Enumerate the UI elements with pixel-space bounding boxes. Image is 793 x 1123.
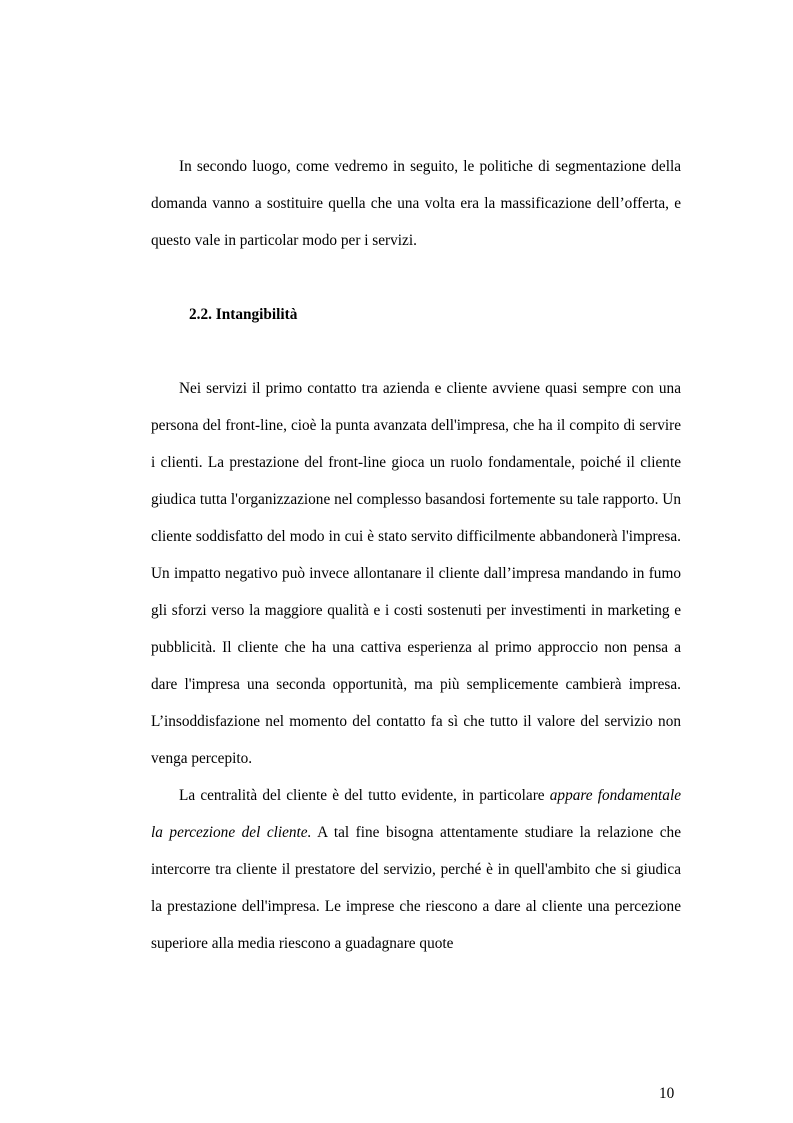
paragraph-centralita-end: A tal fine bisogna attentamente studiare la relazione che intercorre tra cliente il prestatore del servizio, perché è in quell'ambito che si giudica la prestazione dell'impresa. Le imprese che riescono a dare al cliente una percezione superiore alla media riescono a guadagnare quote <box>151 824 681 952</box>
page-number: 10 <box>659 1085 675 1102</box>
paragraph-centralita <box>151 777 681 962</box>
paragraph-centralita-emphasis: appare fondamentale la percezione del cliente. <box>151 787 681 841</box>
paragraph-centralita-start: La centralità del cliente è del tutto evidente, in particolare <box>179 787 550 804</box>
section-heading: 2.2. Intangibilità <box>189 306 298 323</box>
paragraph-intro: In secondo luogo, come vedremo in seguito, le politiche di segmentazione della domanda vanno a sostituire quella che una volta era la massificazione dell’offerta, e questo vale in particolar modo per i servizi. <box>151 158 681 249</box>
page-body <box>151 148 681 962</box>
paragraph-front-line: Nei servizi il primo contatto tra azienda e cliente avviene quasi sempre con una persona del front-line, cioè la punta avanzata dell'impresa, che ha il compito di servire i clienti. La prestazione del front-line gioca un ruolo fondamentale, poiché il cliente giudica tutta l'organizzazione nel complesso basandosi fortemente su tale rapporto. Un cliente soddisfatto del modo in cui è stato servito difficilmente abbandonerà l'impresa. Un impatto negativo può invece allontanare il cliente dall’impresa mandando in fumo gli sforzi verso la maggiore qualità e i costi sostenuti per investimenti in marketing e pubblicità. Il cliente che ha una cattiva esperienza al primo approccio non pensa a dare l'impresa una seconda opportunità, ma più semplicemente cambierà impresa. L’insoddisfazione nel momento del contatto fa sì che tutto il valore del servizio non venga percepito. <box>151 380 681 767</box>
